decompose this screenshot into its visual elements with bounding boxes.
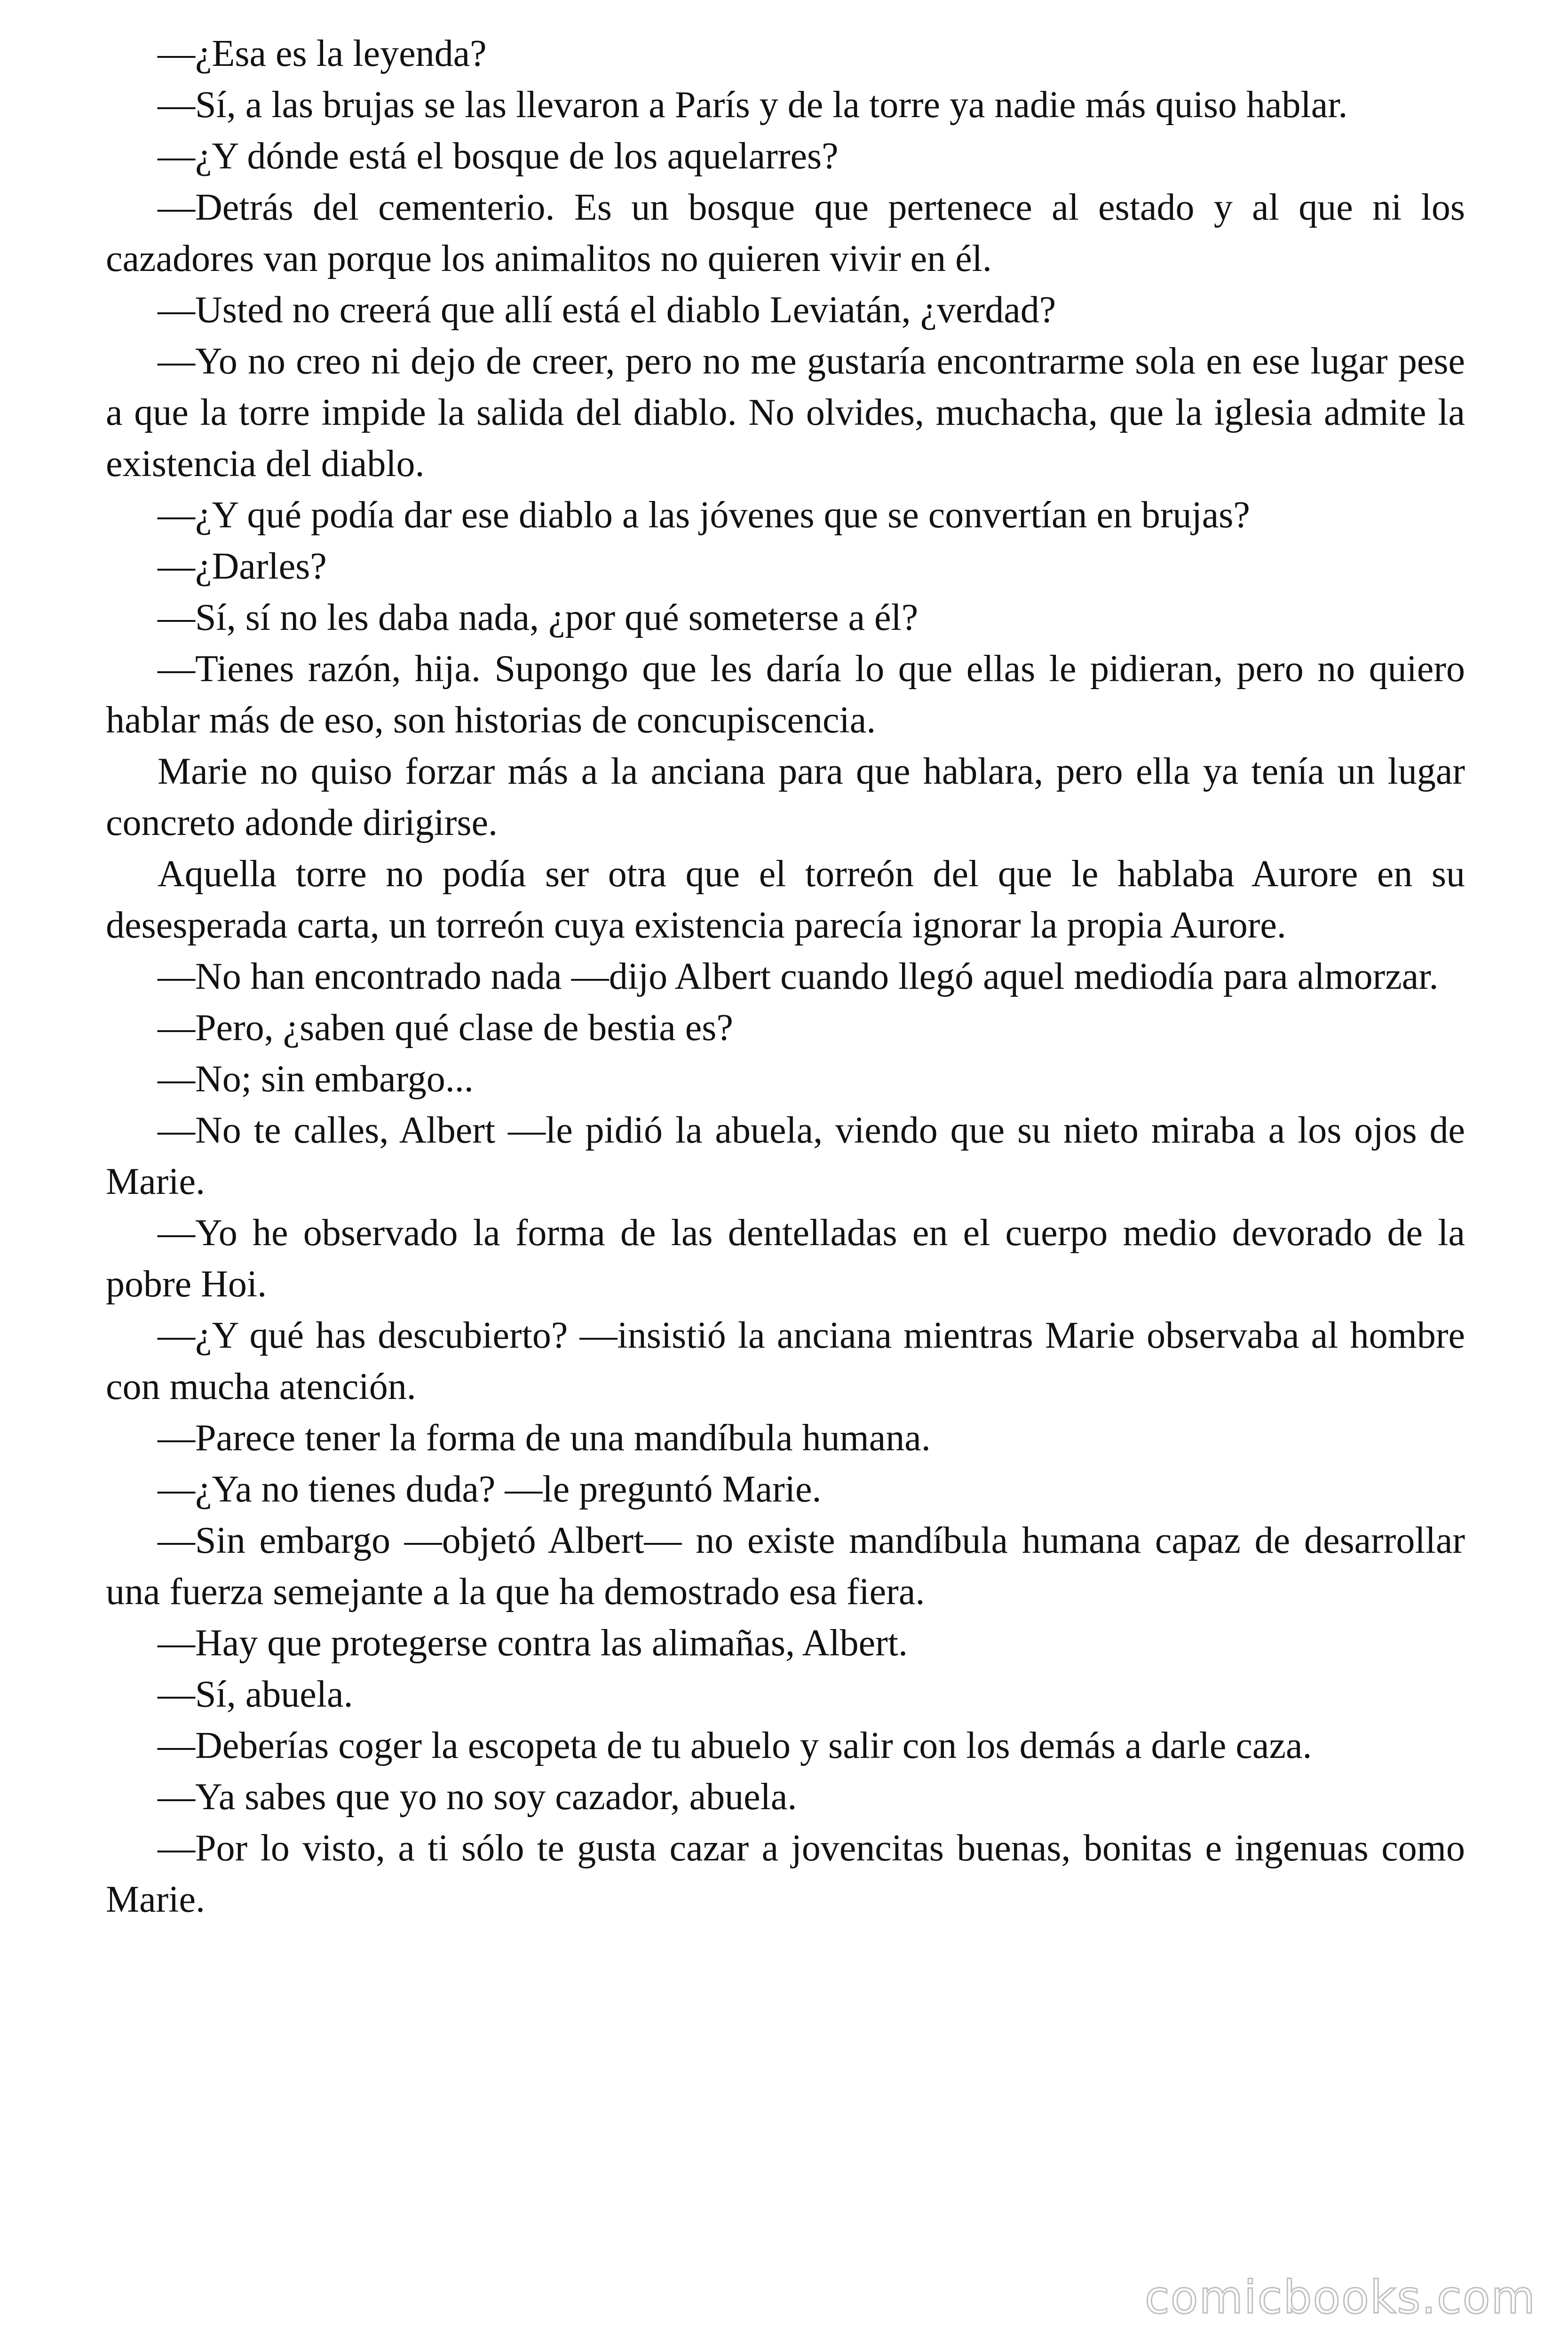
paragraph: —¿Y dónde está el bosque de los aquelarres? xyxy=(158,135,839,177)
paragraph: —Por lo visto, a ti sólo te gusta cazar a jovencitas buenas, bonitas e ingenuas como Marie. xyxy=(106,1828,1465,1920)
paragraph: —Yo no creo ni dejo de creer, pero no me gustaría encontrarme sola en ese lugar pese a que la torre impide la salida del diablo. No olvides, muchacha, que la iglesia admite la existencia del diablo. xyxy=(106,341,1465,485)
paragraph: —Pero, ¿saben qué clase de bestia es? xyxy=(158,1007,733,1049)
text-body xyxy=(106,28,1465,1925)
paragraph: —¿Ya no tienes duda? —le preguntó Marie. xyxy=(158,1469,822,1510)
paragraph: —¿Y qué has descubierto? —insistió la anciana mientras Marie observaba al hombre con mucha atención. xyxy=(106,1315,1465,1407)
paragraph: Marie no quiso forzar más a la anciana para que hablara, pero ella ya tenía un lugar concreto adonde dirigirse. xyxy=(106,751,1465,843)
watermark: comicbooks.com xyxy=(1144,2271,1536,2324)
paragraph: Aquella torre no podía ser otra que el torreón del que le hablaba Aurore en su desesperada carta, un torreón cuya existencia parecía ignorar la propia Aurore. xyxy=(106,853,1465,946)
paragraph: —Sí, sí no les daba nada, ¿por qué someterse a él? xyxy=(158,597,919,638)
book-page xyxy=(106,0,1465,2352)
paragraph: —Parece tener la forma de una mandíbula humana. xyxy=(158,1417,931,1459)
paragraph: —No; sin embargo... xyxy=(158,1058,474,1100)
paragraph: —Sí, a las brujas se las llevaron a París y de la torre ya nadie más quiso hablar. xyxy=(158,84,1348,126)
paragraph: —Sí, abuela. xyxy=(158,1674,353,1715)
paragraph: —¿Esa es la leyenda? xyxy=(158,33,487,74)
paragraph: —No han encontrado nada —dijo Albert cuando llegó aquel mediodía para almorzar. xyxy=(158,956,1439,997)
paragraph: —¿Darles? xyxy=(158,546,327,587)
paragraph: —Ya sabes que yo no soy cazador, abuela. xyxy=(158,1776,797,1818)
paragraph: —Yo he observado la forma de las dentelladas en el cuerpo medio devorado de la pobre Hoi. xyxy=(106,1212,1465,1305)
paragraph: —Deberías coger la escopeta de tu abuelo y salir con los demás a darle caza. xyxy=(158,1725,1312,1766)
paragraph: —¿Y qué podía dar ese diablo a las jóvenes que se convertían en brujas? xyxy=(158,494,1250,536)
paragraph: —Sin embargo —objetó Albert— no existe mandíbula humana capaz de desarrollar una fuerza semejante a la que ha demostrado esa fiera. xyxy=(106,1520,1465,1613)
paragraph: —Detrás del cementerio. Es un bosque que pertenece al estado y al que ni los cazadores van porque los animalitos no quieren vivir en él. xyxy=(106,187,1465,279)
paragraph: —No te calles, Albert —le pidió la abuela, viendo que su nieto miraba a los ojos de Marie. xyxy=(106,1110,1465,1202)
paragraph: —Hay que protegerse contra las alimañas, Albert. xyxy=(158,1622,908,1664)
paragraph: —Tienes razón, hija. Supongo que les daría lo que ellas le pidieran, pero no quiero hablar más de eso, son historias de concupiscencia. xyxy=(106,648,1465,741)
paragraph: —Usted no creerá que allí está el diablo Leviatán, ¿verdad? xyxy=(158,289,1056,331)
